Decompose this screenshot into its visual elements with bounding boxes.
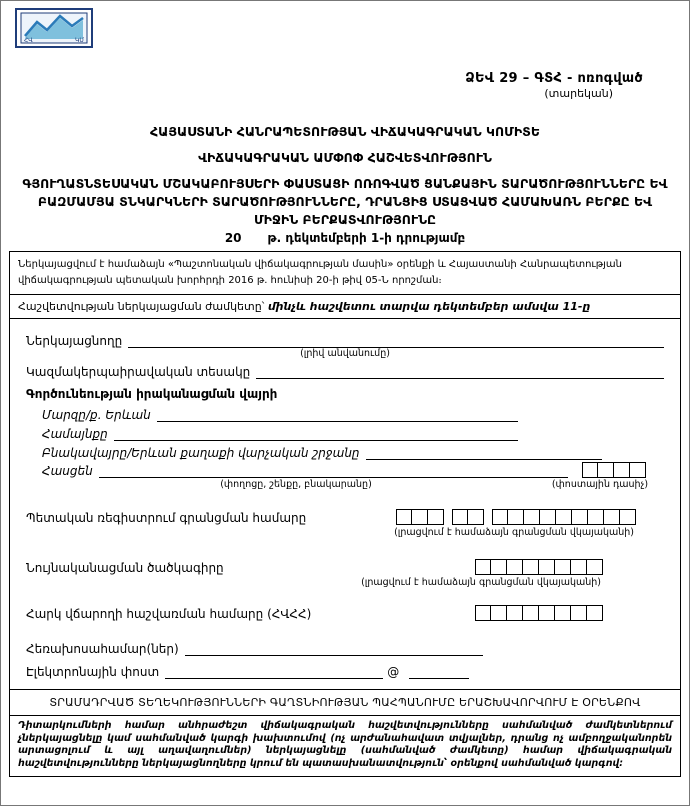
date-suffix: թ. դեկտեմբերի 1-ի դրությամբ (267, 231, 466, 246)
tin-row (26, 605, 664, 621)
input-cell[interactable] (475, 559, 491, 575)
id-code-hint: (լրացվում է համաձայն գրանցման վկայականի) (361, 576, 601, 588)
input-cell[interactable] (524, 509, 540, 525)
input-cell[interactable] (614, 462, 630, 478)
confidentiality-banner: ՏՐԱՄԱԴՐՎԱԾ ՏԵՂԵԿՈՒԹՅՈՒՆՆԵՐԻ ԳԱՂՏՆԻՈՒԹՅԱՆ ՊԱՀՊԱՆՈՒՄԸ ԵՐԱՇԽԱՎՈՐՎՈՒՄ Է ՕՐԵՆՔՈՎ (10, 689, 680, 715)
activity-location-heading: Գործունեության իրականացման վայրի (26, 387, 278, 402)
address-hints-row (26, 479, 664, 491)
org-type-input-line[interactable] (256, 364, 664, 379)
input-cell[interactable] (475, 605, 491, 621)
input-cell[interactable] (556, 509, 572, 525)
registry-cells-group-2 (452, 509, 484, 525)
deadline-note (10, 294, 680, 318)
address-label: Հասցեն (42, 464, 93, 479)
armstat-logo (15, 8, 93, 48)
input-cell[interactable] (587, 559, 603, 575)
input-cell[interactable] (572, 509, 588, 525)
svg-text:ԿՄ: ԿՄ (75, 37, 85, 44)
email-domain-input-line[interactable] (409, 664, 469, 679)
input-cell[interactable] (507, 559, 523, 575)
input-cell[interactable] (452, 509, 468, 525)
input-cell[interactable] (396, 509, 412, 525)
org-type-row (26, 364, 664, 379)
email-local-input-line[interactable] (165, 664, 383, 679)
main-title: ԳՅՈՒՂԱՏՆՏԵՍԱԿԱՆ ՄՇԱԿԱԲՈՒՅՍԵՐԻ ՓԱՍՏԱՑԻ ՈՌՈԳՎԱԾ ՑԱՆՔԱՅԻՆ ՏԱՐԱԾՈՒԹՅՈՒՆՆԵՐԸ ԵՎ ԲԱԶՄԱՄՅԱ ՏՆԿԱՐԿՆԵՐԻ ՏԱՐԱԾՈՒԹՅՈՒՆՆԵՐԸ, ԴՐԱՆՑԻՑ ՍՏԱՑՎԱԾ ՀԱՄԱԽԱՌՆ ԲԵՐՔԸ ԵՎ ՄԻՋԻՆ ԲԵՐՔԱՏՎՈՒԹՅՈՒՆԸ (22, 176, 668, 227)
form-code: ՁԵՎ 29 – ԳՏՀ - ոռոգված (465, 71, 643, 86)
tin-cells (475, 605, 603, 621)
date-year-prefix: 20 (224, 231, 242, 246)
form-frame (9, 251, 681, 777)
input-cell[interactable] (508, 509, 524, 525)
email-at-sign: @ (387, 664, 400, 679)
input-cell[interactable] (604, 509, 620, 525)
phone-label: Հեռախոսահամար(ներ) (26, 641, 179, 656)
report-type-title: ՎԻՃԱԿԱԳՐԱԿԱՆ ԱՄՓՈՓ ՀԱՇՎԵՏՎՈՒԹՅՈՒՆ (198, 150, 492, 165)
submitter-row (26, 333, 664, 348)
region-row (42, 407, 518, 422)
state-registry-row (26, 509, 664, 525)
phone-row (26, 641, 664, 656)
input-cell[interactable] (582, 462, 598, 478)
deadline-prefix: Հաշվետվության ներկայացման ժամկետը՝ (18, 300, 268, 314)
registry-cells-group-3 (492, 509, 636, 525)
input-cell[interactable] (630, 462, 646, 478)
input-cell[interactable] (492, 509, 508, 525)
input-cell[interactable] (523, 605, 539, 621)
legal-basis-note: Ներկայացվում է համաձայն «Պաշտոնական վիճակագրության մասին» օրենքի և Հայաստանի Հանրապետության վիճակագրության պետական խորհրդի 2016 թ. հունիսի 20-ի թիվ 05-Ն որոշման։ (18, 259, 622, 286)
input-cell[interactable] (539, 559, 555, 575)
input-cell[interactable] (571, 559, 587, 575)
deadline-emphasis: մինչև հաշվետու տարվա դեկտեմբեր ամսվա 11-ը (267, 300, 591, 314)
input-cell[interactable] (620, 509, 636, 525)
community-label: Համայնքը (42, 427, 108, 442)
input-cell[interactable] (412, 509, 428, 525)
region-label: Մարզը/ք. Երևան (42, 408, 151, 423)
address-input-line[interactable] (99, 463, 568, 478)
input-cell[interactable] (555, 605, 571, 621)
region-input-line[interactable] (157, 407, 518, 422)
input-cell[interactable] (587, 605, 603, 621)
requisites-section (10, 318, 680, 689)
form-code-block (1, 71, 689, 100)
submitter-hint: (լրիվ անվանումը) (300, 348, 390, 360)
liability-note: Դիտարկումների համար անհրաժեշտ վիճակագրական հաշվետվությունները սահմանված ժամկետներում չներկայացնելը կամ սահմանված կարգի խախտումով (ոչ արժանահավատ տվյալներ, դրանց ոչ ամբողջականորեն արտացոլում և այլ աղավաղումներ) ներկայացնելը (սահմանված ժամկետը) համար վիճակագրական հաշվետվությունները ներկայացնողները կրում են պատասխանատվություն՝ օրենքով սահմանված կարգով։ (10, 715, 680, 776)
input-cell[interactable] (539, 605, 555, 621)
input-cell[interactable] (588, 509, 604, 525)
input-cell[interactable] (491, 559, 507, 575)
id-code-label: Նույնականացման ծածկագիրը (26, 560, 224, 575)
committee-title: ՀԱՅԱՍՏԱՆԻ ՀԱՆՐԱՊԵՏՈՒԹՅԱՆ ՎԻՃԱԿԱԳՐԱԿԱՆ ԿՈՄԻՏԵ (150, 124, 540, 139)
svg-text:ՀՎ: ՀՎ (24, 37, 33, 44)
settlement-row (42, 445, 602, 460)
email-label: Էլեկտրոնային փոստ (26, 664, 160, 679)
registry-hint: (լրացվում է համաձայն գրանցման վկայականի) (394, 527, 634, 538)
state-registry-cells (396, 509, 636, 525)
postal-code-cells (582, 462, 646, 478)
community-input-line[interactable] (114, 426, 518, 441)
input-cell[interactable] (540, 509, 556, 525)
input-cell[interactable] (523, 559, 539, 575)
submitter-input-line[interactable] (128, 333, 664, 348)
input-cell[interactable] (491, 605, 507, 621)
id-code-cells (475, 559, 603, 575)
form-period: (տարեկան) (544, 87, 613, 100)
org-type-label: Կազմակերպաիրավական տեսակը (26, 365, 251, 380)
postal-code-hint: (փոստային դասիչ) (551, 479, 649, 491)
community-row (42, 426, 518, 441)
phone-input-line[interactable] (185, 641, 483, 656)
address-row (42, 462, 664, 478)
id-code-row (26, 559, 664, 575)
input-cell[interactable] (571, 605, 587, 621)
settlement-input-line[interactable] (366, 445, 602, 460)
settlement-label: Բնակավայրը/Երևան քաղաքի վարչական շրջանը (42, 446, 360, 461)
input-cell[interactable] (507, 605, 523, 621)
address-hint: (փողոցը, շենքը, բնակարանը) (220, 479, 372, 491)
registry-cells-group-1 (396, 509, 444, 525)
state-registry-label: Պետական ռեգիստրում գրանցման համարը (26, 511, 307, 525)
tin-label: Հարկ վճարողի հաշվառման համարը (ՀՎՀՀ) (26, 606, 312, 621)
report-date-line (1, 231, 689, 245)
email-row (26, 664, 664, 679)
input-cell[interactable] (468, 509, 484, 525)
input-cell[interactable] (428, 509, 444, 525)
submitter-label: Ներկայացնողը (26, 334, 123, 349)
input-cell[interactable] (598, 462, 614, 478)
input-cell[interactable] (555, 559, 571, 575)
